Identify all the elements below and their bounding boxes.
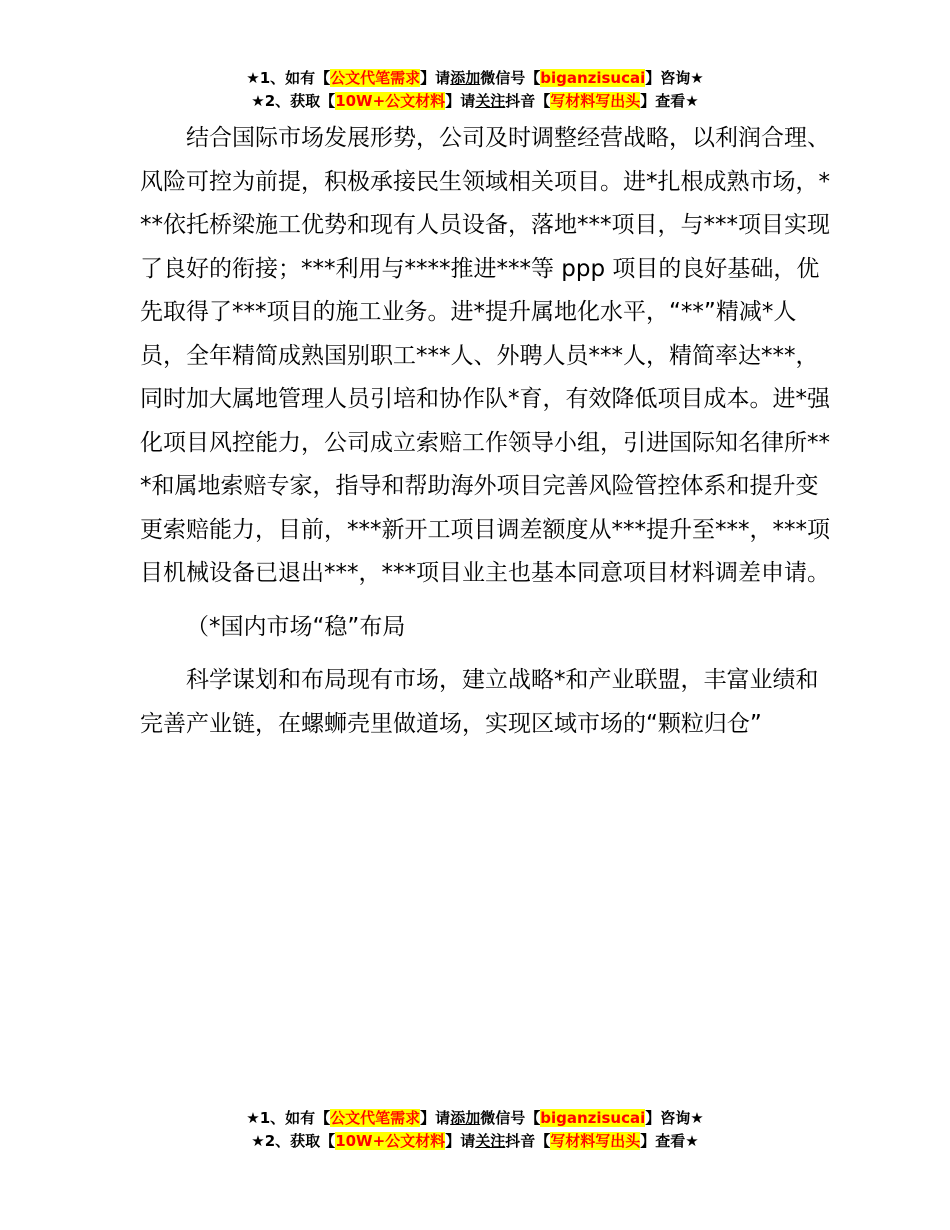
underlined-follow: 关注 xyxy=(475,92,506,110)
banner-text: 2、获取【 xyxy=(264,1132,336,1150)
star-icon: ★ xyxy=(251,1132,265,1150)
highlight-wechat-id: biganzisucai xyxy=(540,69,646,87)
highlight-materials: 10W+公文材料 xyxy=(335,1132,446,1150)
banner-text: 】咨询★ xyxy=(645,1109,704,1127)
highlight-douyin-account: 写材料写出头 xyxy=(550,1132,641,1150)
banner-text: 微信号【 xyxy=(480,1109,541,1127)
banner-text: 】请 xyxy=(420,69,451,87)
highlight-service: 公文代笔需求 xyxy=(330,69,421,87)
underlined-add: 添加 xyxy=(450,1109,481,1127)
underlined-add: 添加 xyxy=(450,69,481,87)
banner-text: 1、如有【 xyxy=(259,69,331,87)
section-heading: （*国内市场“稳”布局 xyxy=(186,613,406,640)
footer-banner xyxy=(0,1107,950,1153)
banner-text: 】查看★ xyxy=(640,92,699,110)
highlight-service: 公文代笔需求 xyxy=(330,1109,421,1127)
banner-text: 】咨询★ xyxy=(645,69,704,87)
paragraph-international-market: 结合国际市场发展形势，公司及时调整经营战略，以利润合理、风险可控为前提，积极承接民生领域相关项目。进*扎根成熟市场，***依托桥梁施工优势和现有人员设备，落地***项目，与***项目实现了良好的衔接；***利用与****推进***等 ppp 项目的良好基础，优先取得了***项目的施工业务。进*提升属地化水平，“**”精减*人员，全年精简成熟国别职工***人、外聘人员***人，精简率达***，同时加大属地管理人员引培和协作队*育，有效降低项目成本。进*强化项目风控能力，公司成立索赔工作领导小组，引进国际知名律所***和属地索赔专家，指导和帮助海外项目完善风险管控体系和提升变更索赔能力，目前，***新开工项目调差额度从***提升至***，***项目机械设备已退出***，***项目业主也基本同意项目材料调差申请。 xyxy=(140,125,830,586)
banner-text: 】查看★ xyxy=(640,1132,699,1150)
document-body xyxy=(140,117,830,746)
star-icon: ★ xyxy=(246,1109,260,1127)
banner-text: 微信号【 xyxy=(480,69,541,87)
banner-text: 】请 xyxy=(445,92,476,110)
paragraph-domestic-market: 科学谋划和布局现有市场，建立战略*和产业联盟，丰富业绩和完善产业链，在螺蛳壳里做道场，实现区域市场的“颗粒归仓” xyxy=(140,667,819,737)
highlight-douyin-account: 写材料写出头 xyxy=(550,92,641,110)
banner-line-1 xyxy=(0,1107,950,1130)
banner-text: 】请 xyxy=(445,1132,476,1150)
banner-text: 抖音【 xyxy=(505,92,551,110)
underlined-follow: 关注 xyxy=(475,1132,506,1150)
highlight-wechat-id: biganzisucai xyxy=(540,1109,646,1127)
banner-text: 2、获取【 xyxy=(264,92,336,110)
banner-line-2 xyxy=(0,90,950,113)
banner-text: 1、如有【 xyxy=(259,1109,331,1127)
banner-text: 】请 xyxy=(420,1109,451,1127)
star-icon: ★ xyxy=(246,69,260,87)
highlight-materials: 10W+公文材料 xyxy=(335,92,446,110)
banner-text: 抖音【 xyxy=(505,1132,551,1150)
banner-line-2 xyxy=(0,1130,950,1153)
star-icon: ★ xyxy=(251,92,265,110)
banner-line-1 xyxy=(0,67,950,90)
header-banner xyxy=(0,67,950,113)
